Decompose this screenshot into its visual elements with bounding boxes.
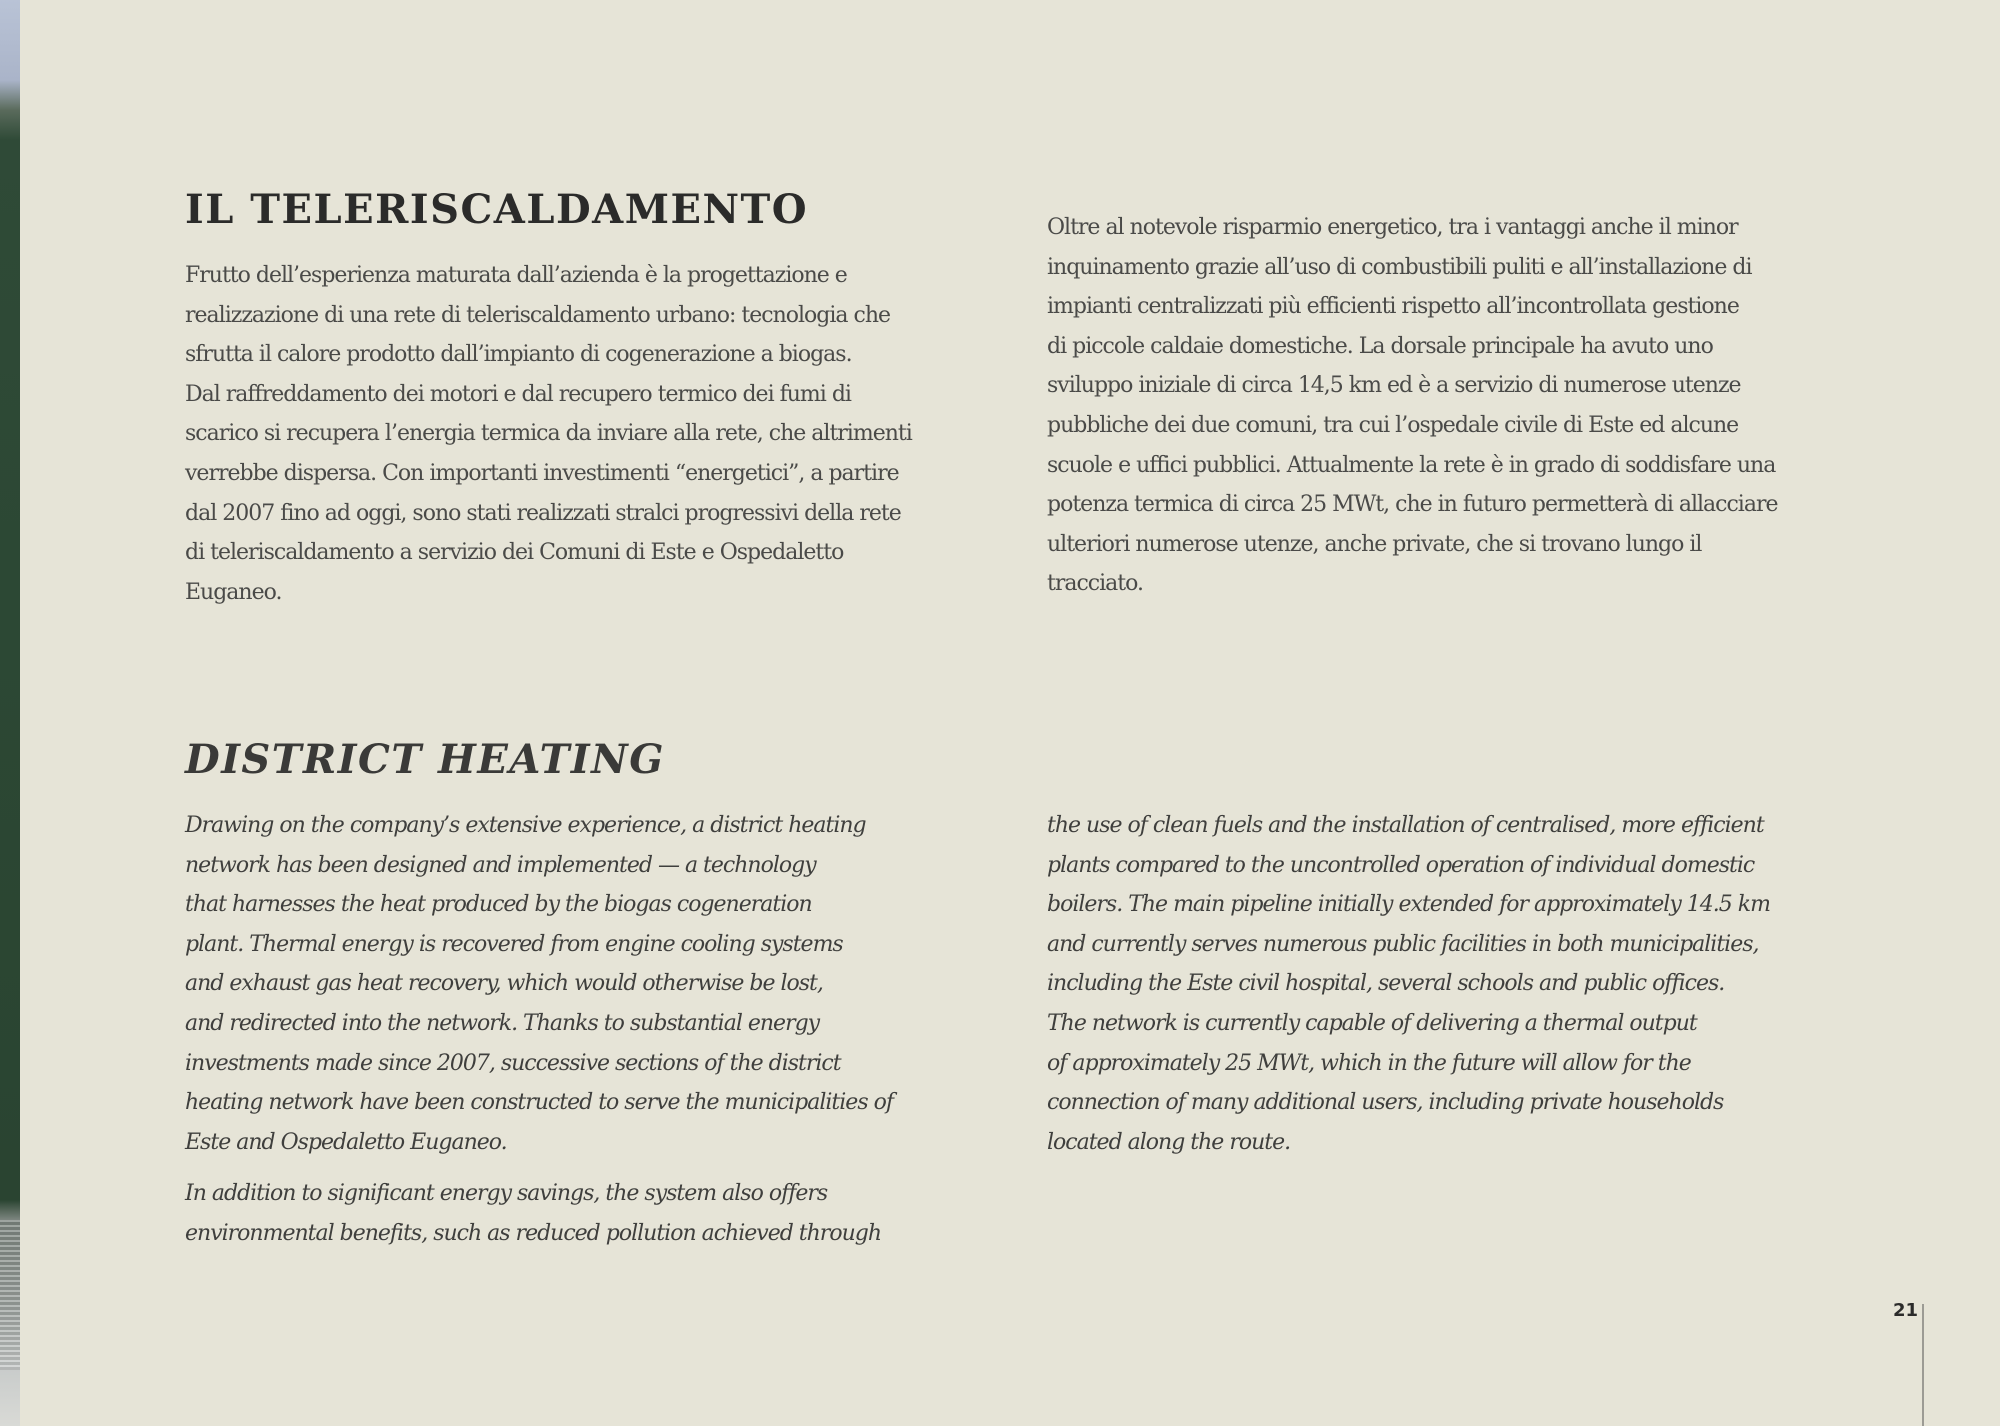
text-line: and exhaust gas heat recovery, which would otherwise be lost, <box>185 971 823 997</box>
text-line: di piccole caldaie domestiche. La dorsale principale ha avuto uno <box>1047 333 1713 359</box>
text-line: Dal raffreddamento dei motori e dal recupero termico dei fumi di <box>185 381 851 407</box>
text-line: di teleriscaldamento a servizio dei Comuni di Este e Ospedaletto <box>185 540 844 566</box>
text-line: Euganeo. <box>185 579 282 605</box>
text-line: including the Este civil hospital, several schools and public offices. <box>1047 971 1725 997</box>
text-line: the use of clean fuels and the installation of centralised, more efficient <box>1047 813 1764 838</box>
text-line: of approximately 25 MWt, which in the future will allow for the <box>1047 1050 1691 1076</box>
italian-left-column <box>185 256 912 612</box>
text-line: boilers. The main pipeline initially extended for approximately 14.5 km <box>1047 892 1770 918</box>
text-line: scuole e uffici pubblici. Attualmente la rete è in grado di soddisfare una <box>1047 452 1776 478</box>
english-left-column <box>185 806 893 1254</box>
text-line: ulteriori numerose utenze, anche private, che si trovano lungo il <box>1047 531 1702 557</box>
text-line: potenza termica di circa 25 MWt, che in futuro permetterà di allacciare <box>1047 492 1778 518</box>
text-line: network has been designed and implemented — a technology <box>185 852 816 878</box>
italian-heading: IL TELERISCALDAMENTO <box>185 186 809 233</box>
text-line: plant. Thermal energy is recovered from engine cooling systems <box>185 931 843 957</box>
text-line: sfrutta il calore prodotto dall’impianto di cogenerazione a biogas. <box>185 342 852 368</box>
text-line: environmental benefits, such as reduced pollution achieved through <box>185 1220 881 1246</box>
english-heading: DISTRICT HEATING <box>185 736 665 783</box>
text-line: plants compared to the uncontrolled operation of individual domestic <box>1047 852 1755 878</box>
text-line: located along the route. <box>1047 1129 1291 1155</box>
text-line: that harnesses the heat produced by the biogas cogeneration <box>185 892 812 918</box>
text-line: dal 2007 fino ad oggi, sono stati realizzati stralci progressivi della rete <box>185 500 901 526</box>
facing-page-photo-detail <box>0 1220 20 1370</box>
italian-right-column <box>1047 208 1778 604</box>
text-line: Drawing on the company’s extensive experience, a district heating <box>185 813 866 838</box>
text-line: inquinamento grazie all’uso di combustibili puliti e all’installazione di <box>1047 254 1752 280</box>
text-line: realizzazione di una rete di teleriscaldamento urbano: tecnologia che <box>185 302 891 328</box>
english-right-column <box>1047 806 1770 1162</box>
page-number-rule <box>1922 1304 1924 1426</box>
text-line: tracciato. <box>1047 571 1143 597</box>
text-line: Frutto dell’esperienza maturata dall’azienda è la progettazione e <box>185 263 847 288</box>
text-line: verrebbe dispersa. Con importanti investimenti “energetici”, a partire <box>185 460 899 486</box>
text-line: Este and Ospedaletto Euganeo. <box>185 1129 507 1155</box>
text-line: Oltre al notevole risparmio energetico, tra i vantaggi anche il minor <box>1047 215 1738 240</box>
facing-page-photo-edge <box>0 0 20 1426</box>
text-line: impianti centralizzati più efficienti rispetto all’incontrollata gestione <box>1047 294 1739 320</box>
page-number: 21 <box>1892 1300 1918 1321</box>
text-line: and redirected into the network. Thanks to substantial energy <box>185 1010 820 1036</box>
text-line: investments made since 2007, successive sections of the district <box>185 1050 841 1076</box>
text-line: sviluppo iniziale di circa 14,5 km ed è a servizio di numerose utenze <box>1047 373 1741 399</box>
text-line: In addition to significant energy savings, the system also offers <box>185 1181 828 1207</box>
text-line: heating network have been constructed to serve the municipalities of <box>185 1090 893 1116</box>
text-line: pubbliche dei due comuni, tra cui l’ospedale civile di Este ed alcune <box>1047 412 1739 438</box>
text-line: The network is currently capable of delivering a thermal output <box>1047 1010 1697 1036</box>
text-line: and currently serves numerous public facilities in both municipalities, <box>1047 931 1759 957</box>
text-line: connection of many additional users, including private households <box>1047 1090 1724 1116</box>
paragraph-gap <box>185 1162 893 1174</box>
text-line: scarico si recupera l’energia termica da inviare alla rete, che altrimenti <box>185 421 912 447</box>
